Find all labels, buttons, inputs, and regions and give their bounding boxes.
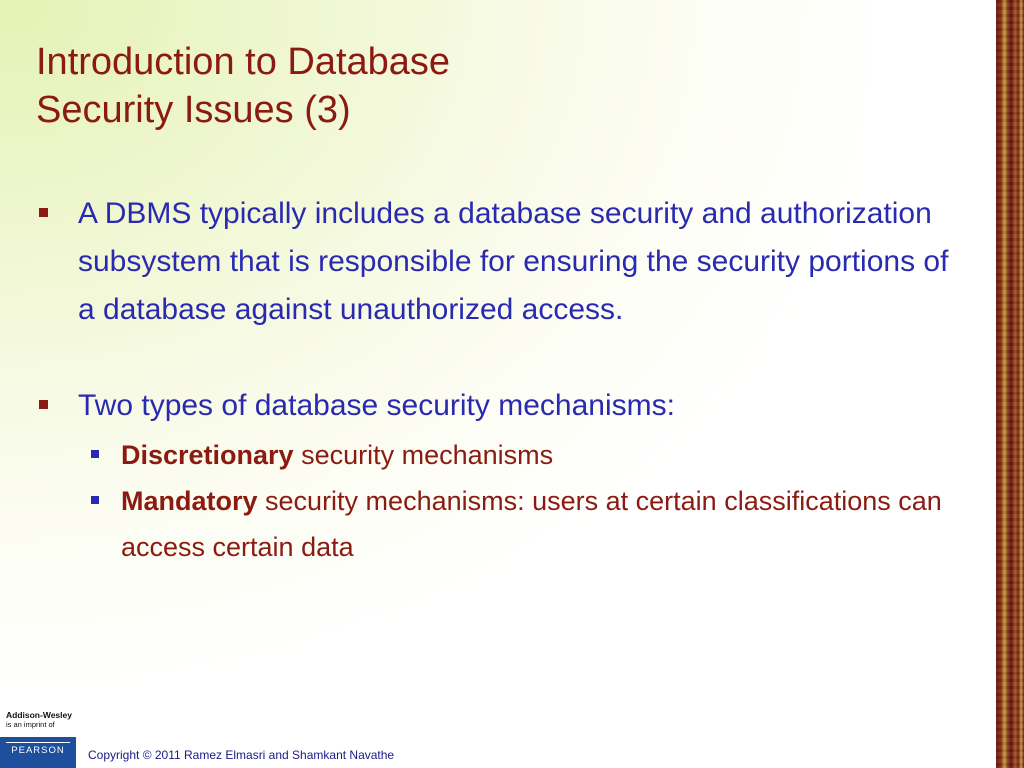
bullet-item-1 — [36, 190, 956, 334]
sub-bullet-term: Discretionary — [121, 440, 294, 470]
sub-bullet-item-2 — [36, 478, 956, 570]
square-bullet-icon — [39, 208, 48, 217]
pearson-logo-rule — [6, 742, 70, 743]
sub-bullet-text: security mechanisms — [293, 440, 554, 470]
decorative-side-stripe — [996, 0, 1024, 768]
sub-bullet-item-1 — [36, 432, 956, 478]
pearson-logo — [0, 737, 76, 768]
sub-bullet-term: Mandatory — [121, 486, 258, 516]
publisher-logo — [0, 708, 76, 768]
square-bullet-icon — [39, 400, 48, 409]
square-bullet-icon — [91, 450, 99, 458]
copyright-notice: Copyright © 2011 Ramez Elmasri and Shamkant Navathe — [88, 748, 395, 762]
slide-title-line-1: Introduction to Database — [36, 41, 451, 83]
sub-bullet-list — [36, 432, 956, 570]
square-bullet-icon — [91, 496, 99, 504]
addison-wesley-label: Addison-Wesley — [6, 710, 72, 720]
bullet-text: A DBMS typically includes a database security and authorization subsystem that is responsible for ensuring the security portions of a database against unauthorized access. — [78, 197, 949, 326]
slide-title — [36, 38, 936, 134]
slide-body — [36, 190, 956, 570]
imprint-label: is an imprint of — [6, 720, 55, 729]
bullet-text: Two types of database security mechanisms: — [78, 389, 675, 422]
slide-title-line-2: Security Issues (3) — [36, 89, 351, 131]
pearson-logo-text: PEARSON — [11, 745, 65, 756]
sub-bullet-text: security mechanisms: users at certain classifications can access certain data — [121, 486, 942, 562]
bullet-item-2 — [36, 382, 956, 430]
